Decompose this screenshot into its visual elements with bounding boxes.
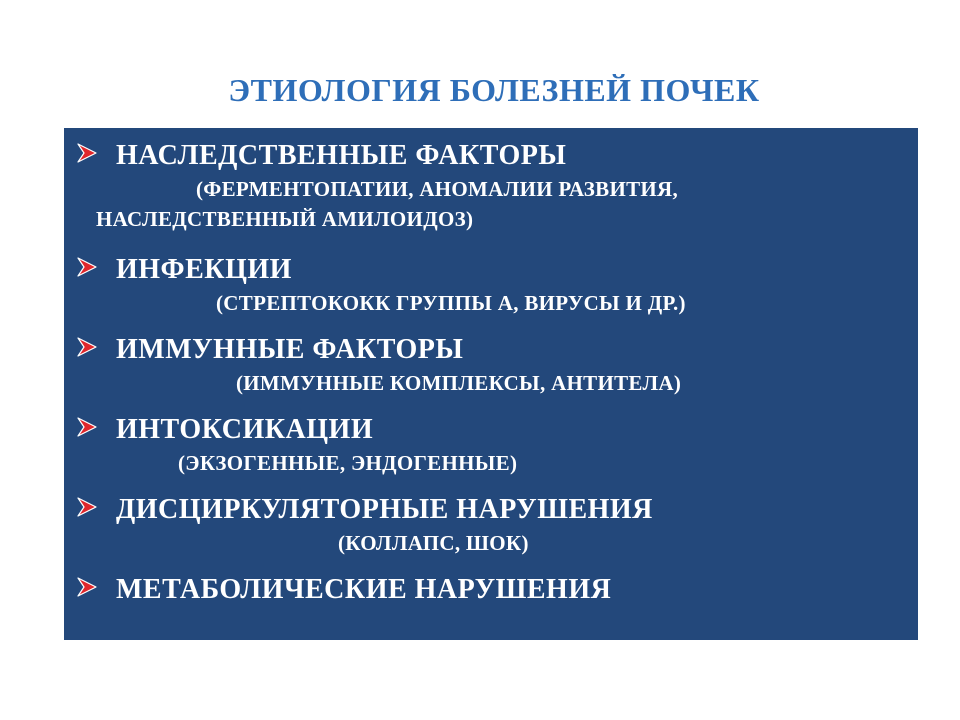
list-item-hereditary-factors <box>76 138 906 234</box>
list-item-heading-row <box>76 138 906 174</box>
list-item-heading: ИММУННЫЕ ФАКТОРЫ <box>116 334 464 365</box>
slide-title: ЭТИОЛОГИЯ БОЛЕЗНЕЙ ПОЧЕК <box>228 72 760 108</box>
list-item-detail: (СТРЕПТОКОКК ГРУППЫ А, ВИРУСЫ И ДР.) <box>216 291 686 315</box>
arrow-bullet-icon <box>76 492 116 518</box>
list-item-heading-row <box>76 572 906 608</box>
arrow-bullet-icon <box>76 138 116 164</box>
list-item-infections <box>76 252 906 318</box>
list-item-metabolic-disorders <box>76 572 906 608</box>
list-item-immune-factors <box>76 332 906 398</box>
list-item-heading: НАСЛЕДСТВЕННЫЕ ФАКТОРЫ <box>116 140 567 171</box>
list-item-heading: ДИСЦИРКУЛЯТОРНЫЕ НАРУШЕНИЯ <box>116 494 653 525</box>
arrow-bullet-icon <box>76 572 116 598</box>
arrow-bullet-icon <box>76 252 116 278</box>
list-item-heading-row <box>76 492 906 528</box>
list-item-detail: НАСЛЕДСТВЕННЫЙ АМИЛОИДОЗ) <box>96 207 474 231</box>
list-item-detail: (ЭКЗОГЕННЫЕ, ЭНДОГЕННЫЕ) <box>178 451 518 475</box>
list-item-heading: ИНФЕКЦИИ <box>116 254 292 285</box>
list-item-heading: МЕТАБОЛИЧЕСКИЕ НАРУШЕНИЯ <box>116 574 612 605</box>
list-item-detail: (КОЛЛАПС, ШОК) <box>338 531 529 555</box>
list-item-circulatory-disorders <box>76 492 906 558</box>
list-item-heading: ИНТОКСИКАЦИИ <box>116 414 374 445</box>
arrow-bullet-icon <box>76 412 116 438</box>
list-item-heading-row <box>76 332 906 368</box>
arrow-bullet-icon <box>76 332 116 358</box>
list-item-detail: (ФЕРМЕНТОПАТИИ, АНОМАЛИИ РАЗВИТИЯ, <box>196 177 679 201</box>
list-item-heading-row <box>76 412 906 448</box>
list-item-heading-row <box>76 252 906 288</box>
etiology-list-box <box>64 128 918 640</box>
list-item-intoxications <box>76 412 906 478</box>
list-item-detail: (ИММУННЫЕ КОМПЛЕКСЫ, АНТИТЕЛА) <box>236 371 682 395</box>
